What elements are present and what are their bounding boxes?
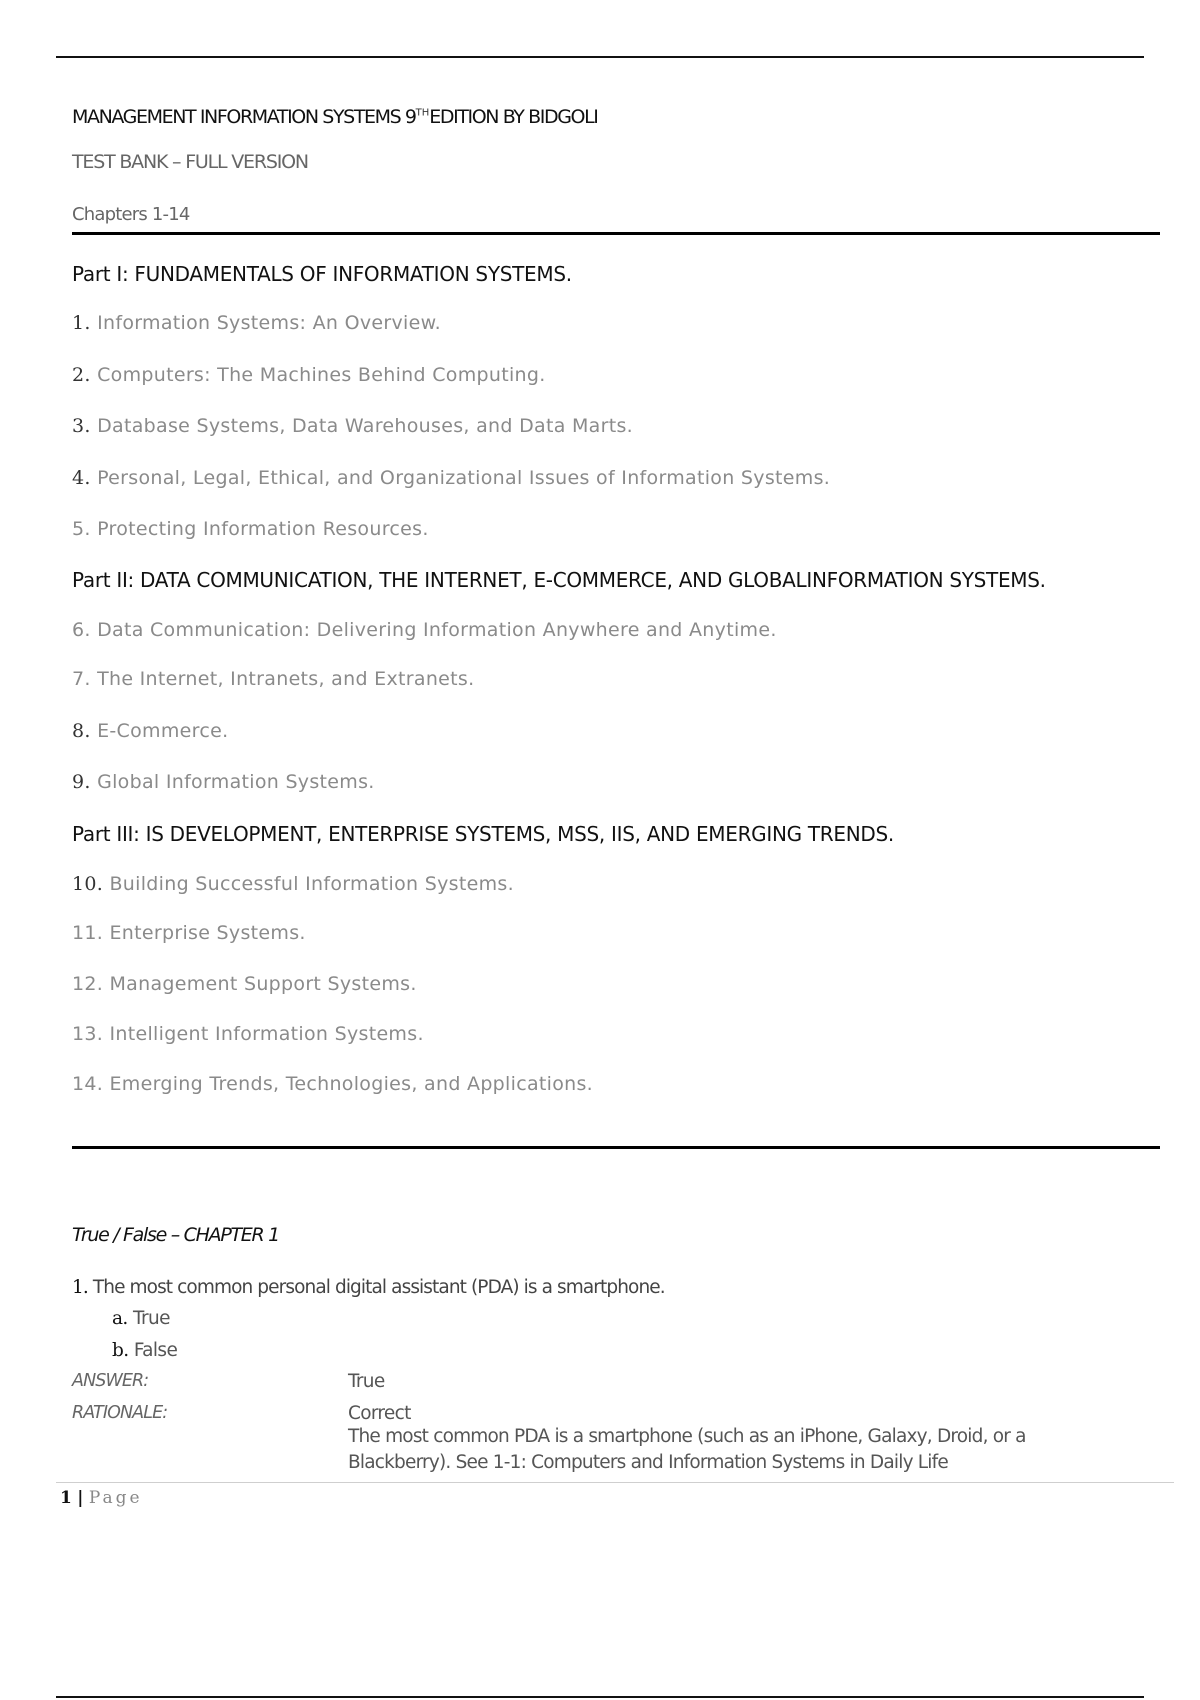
rationale-text: The most common PDA is a smartphone (such as an iPhone, Galaxy, Droid, or a Blackberry). See 1-1: Computers and Information Systems in Daily Life [348,1426,1026,1473]
chapter-number: 3. [72,415,91,437]
page-number: 1 [60,1488,72,1508]
toc-chapter-5 [72,518,429,540]
question-text: The most common personal digital assistant (PDA) is a smartphone. [92,1277,665,1298]
question-1 [72,1277,665,1298]
chapter-title: Global Information Systems. [97,771,375,793]
chapter-number: 1. [72,312,91,334]
chapter-title: Protecting Information Resources. [97,518,429,540]
chapter-number: 7. [72,668,91,690]
toc-chapter-2 [72,364,546,386]
chapter-title: Personal, Legal, Ethical, and Organizational Issues of Information Systems. [97,467,831,489]
document-title [72,106,597,128]
answer-label: ANSWER: [72,1371,149,1391]
document-subtitle: TEST BANK – FULL VERSION [72,151,308,173]
chapter-number: 2. [72,364,91,386]
chapter-number: 8. [72,720,91,742]
section-heading: True / False – CHAPTER 1 [72,1224,279,1246]
chapter-title: Enterprise Systems. [109,922,306,944]
chapter-number: 11. [72,922,104,944]
chapter-title: Emerging Trends, Technologies, and Applications. [109,1073,594,1095]
rationale-status: Correct [348,1403,411,1424]
page-footer [60,1488,143,1508]
toc-chapter-11 [72,922,306,944]
title-main: MANAGEMENT INFORMATION SYSTEMS 9 [72,106,416,128]
chapter-number: 13. [72,1023,104,1045]
page-label: Page [88,1488,143,1508]
option-a [112,1308,170,1329]
option-letter: b. [112,1340,129,1361]
part-1-heading: Part I: FUNDAMENTALS OF INFORMATION SYSTEMS. [72,262,572,286]
toc-chapter-1 [72,312,441,334]
toc-chapter-10 [72,873,514,895]
chapter-number: 6. [72,619,91,641]
chapter-title: Database Systems, Data Warehouses, and Data Marts. [97,415,634,437]
option-b [112,1340,177,1361]
top-rule [56,56,1144,58]
chapter-title: Information Systems: An Overview. [97,312,442,334]
toc-divider [72,1146,1160,1149]
bottom-rule [56,1696,1144,1698]
chapter-title: Intelligent Information Systems. [109,1023,424,1045]
chapter-title: Building Successful Information Systems. [109,873,514,895]
title-superscript: TH [415,107,430,119]
chapter-title: E-Commerce. [97,720,229,742]
chapter-number: 12. [72,973,104,995]
toc-chapter-14 [72,1073,593,1095]
chapter-number: 10. [72,873,104,895]
chapter-number: 14. [72,1073,104,1095]
option-text: True [133,1308,170,1329]
toc-chapter-13 [72,1023,424,1045]
chapter-number: 9. [72,771,91,793]
part-3-heading: Part III: IS DEVELOPMENT, ENTERPRISE SYSTEMS, MSS, IIS, AND EMERGING TRENDS. [72,822,894,846]
part-2-heading: Part II: DATA COMMUNICATION, THE INTERNET, E-COMMERCE, AND GLOBALINFORMATION SYSTEMS. [72,568,1046,592]
header-divider [72,232,1160,235]
chapter-title: Computers: The Machines Behind Computing. [97,364,546,386]
toc-chapter-3 [72,415,633,437]
page-separator: | [77,1488,84,1508]
chapter-title: The Internet, Intranets, and Extranets. [97,668,475,690]
option-letter: a. [112,1308,128,1329]
rationale-label: RATIONALE: [72,1403,168,1423]
chapter-number: 4. [72,467,91,489]
toc-chapter-12 [72,973,417,995]
chapter-title: Data Communication: Delivering Information Anywhere and Anytime. [97,619,777,641]
toc-chapter-7 [72,668,474,690]
answer-value: True [348,1371,385,1392]
toc-chapter-4 [72,467,830,489]
chapter-number: 5. [72,518,91,540]
toc-chapter-8 [72,720,228,742]
footer-rule [56,1482,1174,1483]
toc-chapter-9 [72,771,375,793]
toc-chapter-6 [72,619,777,641]
title-rest: EDITION BY BIDGOLI [429,106,598,128]
chapters-range: Chapters 1-14 [72,204,190,225]
question-number: 1. [72,1277,88,1298]
option-text: False [133,1340,178,1361]
chapter-title: Management Support Systems. [109,973,417,995]
